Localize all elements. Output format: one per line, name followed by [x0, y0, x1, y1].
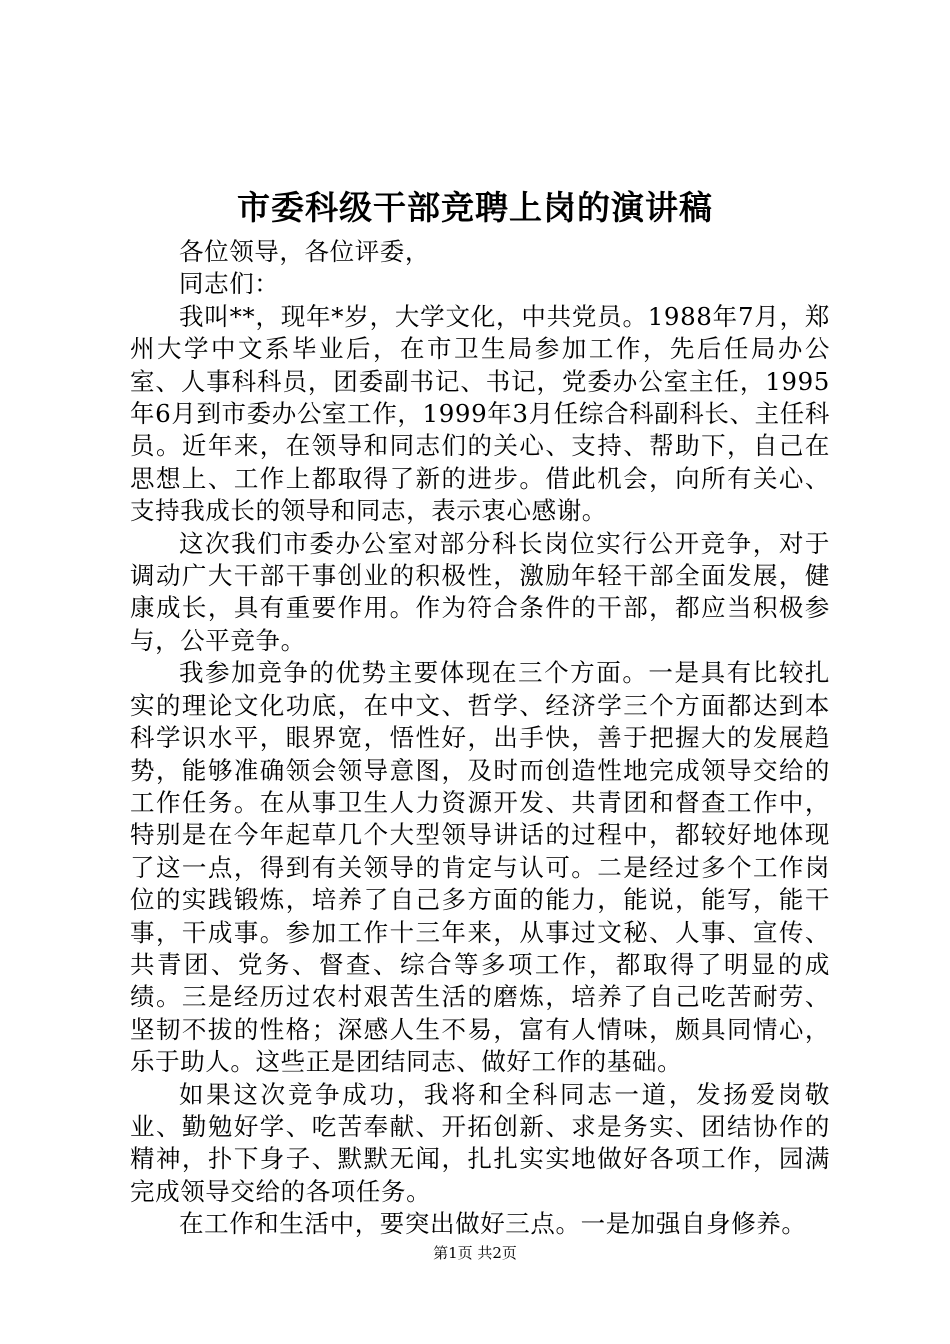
salutation-line-1: 各位领导，各位评委，	[179, 237, 430, 266]
document-title: 市委科级干部竞聘上岗的演讲稿	[237, 188, 713, 227]
paragraph-advantages: 我参加竞争的优势主要体现在三个方面。一是具有比较扎实的理论文化功底，在中文、哲学、经济学三个方面都达到本科学识水平，眼界宽，悟性好，出手快，善于把握大的发展趋势，能够准确领会领导意图，及时而创造性地完成领导交给的工作任务。在从事卫生人力资源开发、共青团和督查工作中，特别是在今年起草几个大型领导讲话的过程中，都较好地体现了这一点，得到有关领导的肯定与认可。二是经过多个工作岗位的实践锻炼，培养了自己多方面的能力，能说，能写，能干事，干成事。参加工作十三年来，从事过文秘、人事、宣传、共青团、党务、督查、综合等多项工作，都取得了明显的成绩。三是经历过农村艰苦生活的磨炼，培养了自己吃苦耐劳、坚韧不拔的性格；深感人生不易，富有人情味，颇具同情心，乐于助人。这些正是团结同志、做好工作的基础。	[130, 658, 830, 1077]
document-body	[130, 236, 830, 1241]
paragraph-competition: 这次我们市委办公室对部分科长岗位实行公开竞争，对于调动广大干部干事创业的积极性，激励年轻干部全面发展，健康成长，具有重要作用。作为符合条件的干部，都应当积极参与，公平竞争。	[130, 528, 830, 655]
paragraph-commitment: 如果这次竞争成功，我将和全科同志一道，发扬爱岗敬业、勤勉好学、吃苦奉献、开拓创新、求是务实、团结协作的精神，扑下身子、默默无闻，扎扎实实地做好各项工作，园满完成领导交给的各项任务。	[130, 1079, 830, 1206]
paragraph-introduction: 我叫**，现年*岁，大学文化，中共党员。1988年7月，郑州大学中文系毕业后，在市卫生局参加工作，先后任局办公室、人事科科员，团委副书记、书记，党委办公室主任，1995年6月到市委办公室工作，1999年3月任综合科副科长、主任科员。近年来，在领导和同志们的关心、支持、帮助下，自己在思想上、工作上都取得了新的进步。借此机会，向所有关心、支持我成长的领导和同志，表示衷心感谢。	[130, 301, 830, 526]
paragraph-three-points: 在工作和生活中，要突出做好三点。一是加强自身修养。	[179, 1209, 807, 1239]
salutation-line-2: 同志们：	[179, 269, 280, 299]
page-number: 第1页 共2页	[433, 1244, 517, 1262]
